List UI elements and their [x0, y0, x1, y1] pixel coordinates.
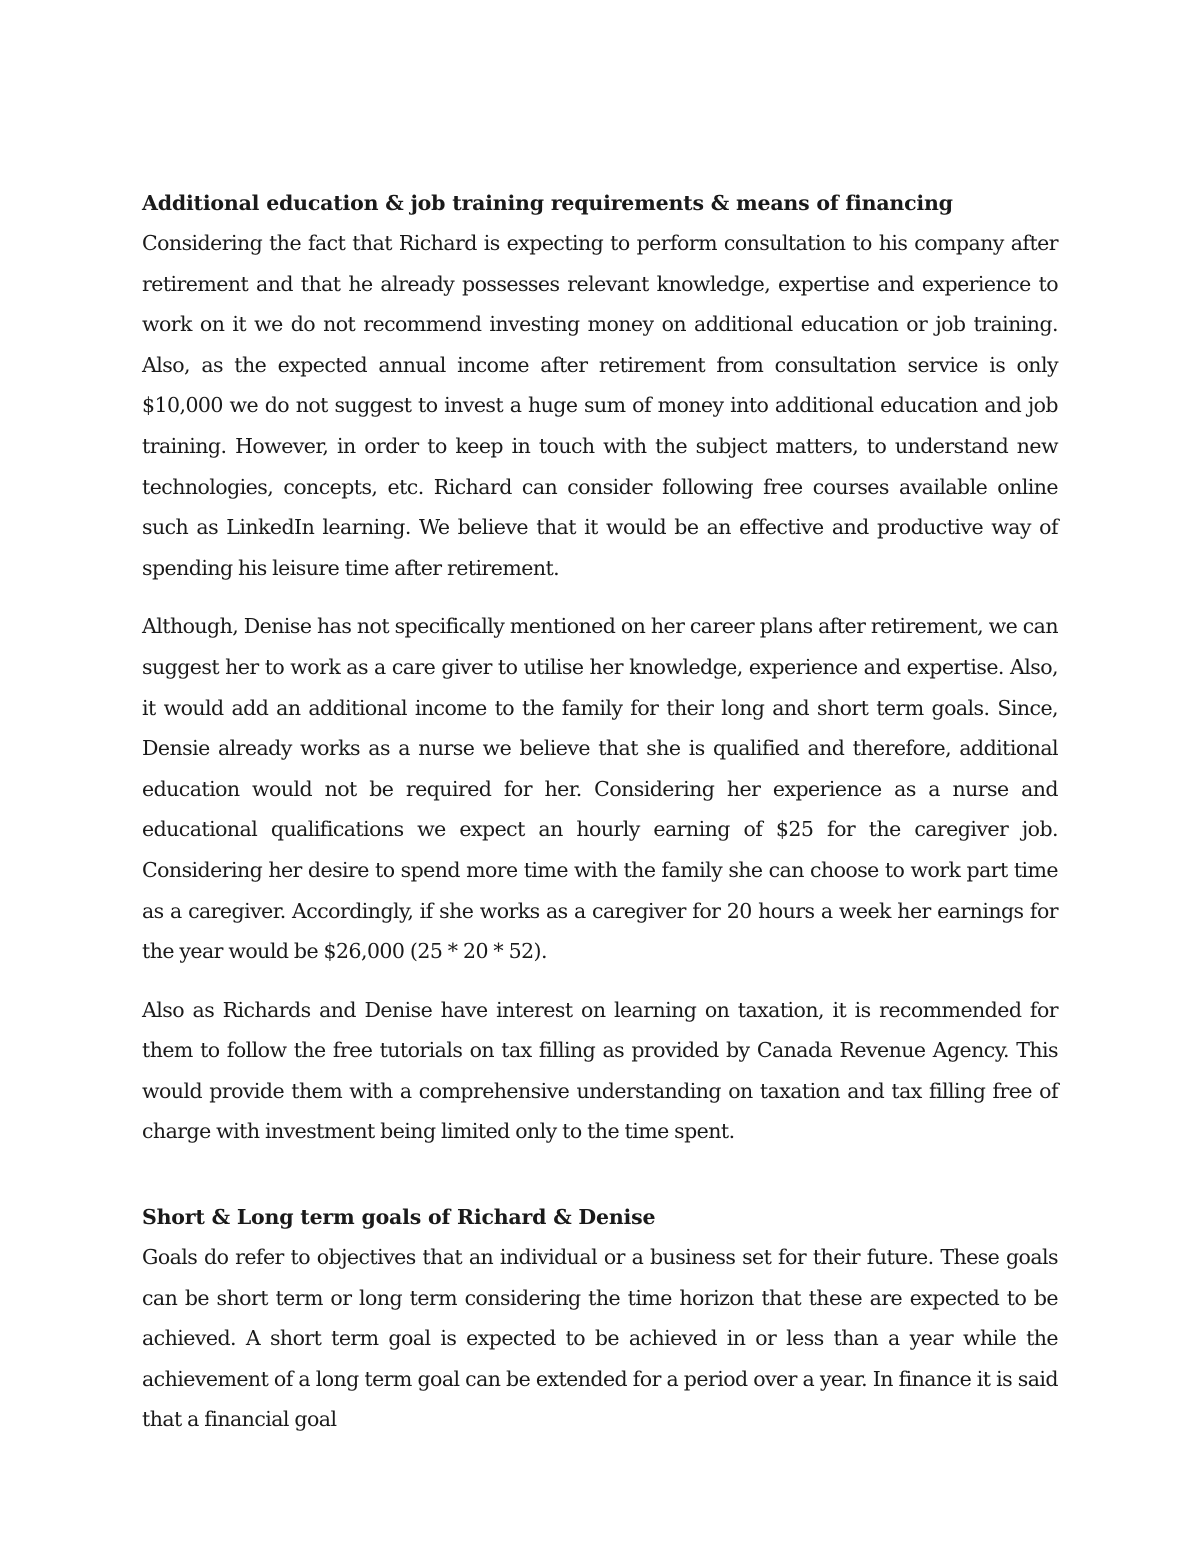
paragraph-denise-caregiver: Although, Denise has not specifically mentioned on her career plans after retirement, we can suggest her to work as a care giver to utilise her knowledge, experience and expertise. Also, it would add an additional income to the family for their long and short term goals. Since, Densie already works as a nurse we believe that she is qualified and therefore, additional education would not be required for her. Considering her experience as a nurse and educational qualifications we expect an hourly earning of $25 for the caregiver job. Considering her desire to spend more time with the family she can choose to work part time as a caregiver. Accordingly, if she works as a caregiver for 20 hours a week her earnings for the year would be $26,000 (25 * 20 * 52).: [142, 614, 1058, 964]
paragraph-spacer: [142, 588, 1058, 606]
section-heading-education: Additional education & job training requirements & means of financing: [142, 191, 953, 215]
section-spacer: [142, 1152, 1058, 1202]
paragraph-taxation: Also as Richards and Denise have interest on learning on taxation, it is recommended for them to follow the free tutorials on tax filling as provided by Canada Revenue Agency. This would provide them with a comprehensive understanding on taxation and tax filling free of charge with investment being limited only to the time spent.: [142, 997, 1058, 1144]
paragraph-richard-education: Considering the fact that Richard is expecting to perform consultation to his company after retirement and that he already possesses relevant knowledge, expertise and experience to work on it we do not recommend investing money on additional education or job training. Also, as the expected annual income after retirement from consultation service is only $10,000 we do not suggest to invest a huge sum of money into additional education and job training. However, in order to keep in touch with the subject matters, to understand new technologies, concepts, etc. Richard can consider following free courses available online such as LinkedIn learning. We believe that it would be an effective and productive way of spending his leisure time after retirement.: [142, 231, 1058, 580]
paragraph-spacer: [142, 972, 1058, 990]
section-heading-goals: Short & Long term goals of Richard & Denise: [142, 1205, 656, 1230]
document-page: [142, 188, 1058, 1440]
paragraph-goals-intro: Goals do refer to objectives that an individual or a business set for their future. These goals can be short term or long term considering the time horizon that these are expected to be achieved. A short term goal is expected to be achieved in or less than a year while the achievement of a long term goal can be extended for a period over a year. In finance it is said that a financial goal: [142, 1245, 1058, 1432]
